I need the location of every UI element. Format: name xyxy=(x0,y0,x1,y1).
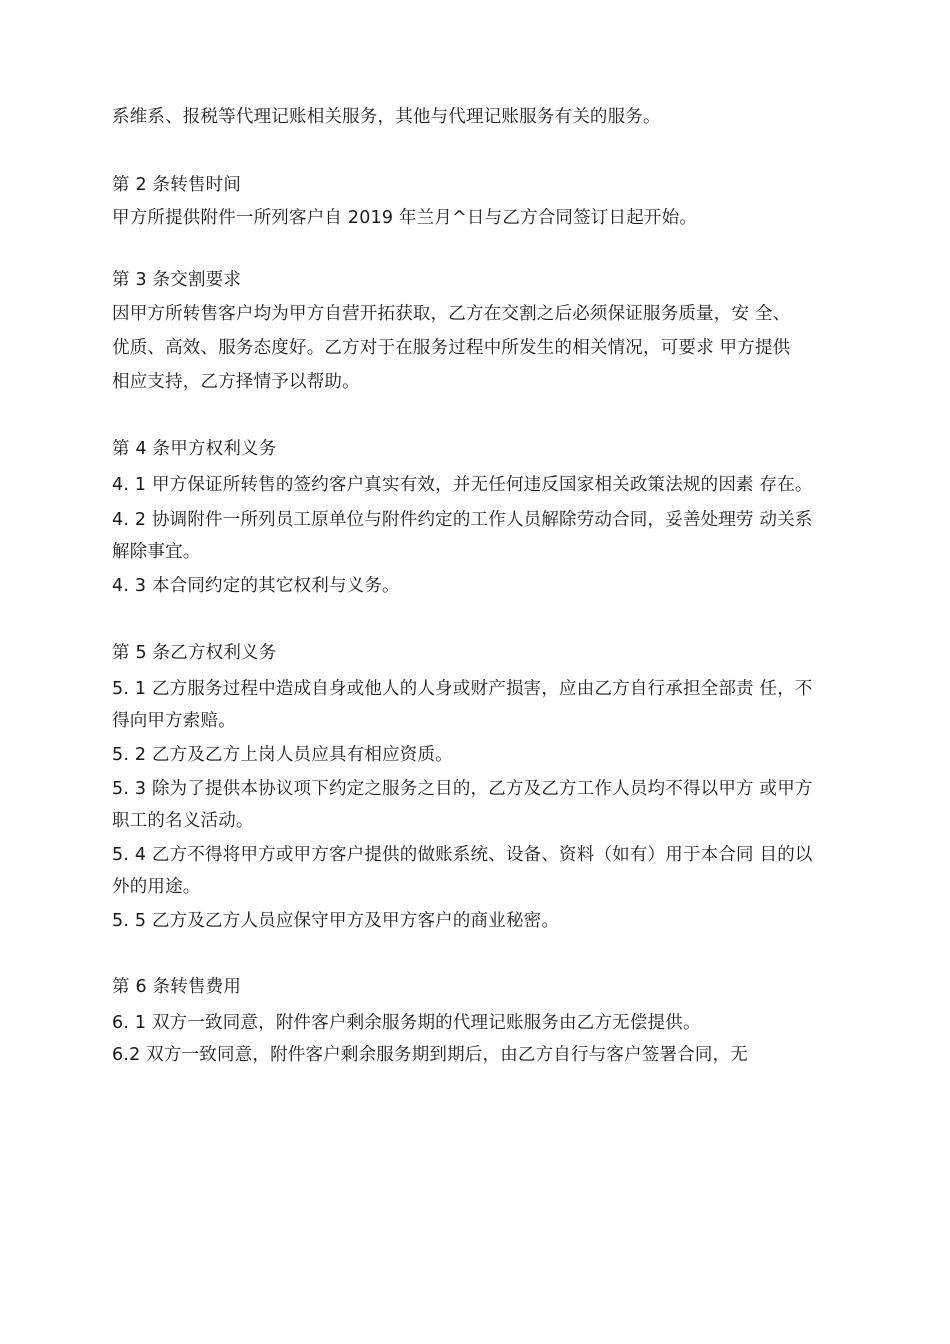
paragraph-line: 优质、高效、服务态度好。乙方对于在服务过程中所发生的相关情况，可要求 甲方提供 xyxy=(112,338,791,358)
paragraph-line: 解除事宜。 xyxy=(112,542,201,562)
paragraph-line: 4. 2 协调附件一所列员工原单位与附件约定的工作人员解除劳动合同，妥善处理劳 动关系 xyxy=(112,510,813,530)
paragraph-line: 甲方所提供附件一所列客户自 2019 年兰月^日与乙方合同签订日起开始。 xyxy=(112,208,698,228)
paragraph-line: 6. 1 双方一致同意，附件客户剩余服务期的代理记账服务由乙方无偿提供。 xyxy=(112,1013,701,1033)
paragraph-line: 相应支持，乙方择情予以帮助。 xyxy=(112,372,360,392)
section-heading: 第 4 条甲方权利义务 xyxy=(112,439,277,459)
intro-line: 系维系、报税等代理记账相关服务，其他与代理记账服务有关的服务。 xyxy=(112,107,661,127)
paragraph-line: 因甲方所转售客户均为甲方自营开拓获取，乙方在交割之后必须保证服务质量，安 全、 xyxy=(112,304,791,324)
paragraph-line: 5. 4 乙方不得将甲方或甲方客户提供的做账系统、设备、资料（如有）用于本合同 目的以 xyxy=(112,845,813,865)
paragraph-line: 职工的名义活动。 xyxy=(112,811,254,831)
paragraph-line: 5. 1 乙方服务过程中造成自身或他人的人身或财产损害，应由乙方自行承担全部责 任，不 xyxy=(112,679,813,699)
section-heading: 第 3 条交割要求 xyxy=(112,270,242,290)
paragraph-line: 5. 2 乙方及乙方上岗人员应具有相应资质。 xyxy=(112,745,453,765)
paragraph-line: 外的用途。 xyxy=(112,877,201,897)
paragraph-line: 4. 3 本合同约定的其它权利与义务。 xyxy=(112,576,400,596)
paragraph-line: 得向甲方索赔。 xyxy=(112,711,236,731)
section-heading: 第 6 条转售费用 xyxy=(112,977,242,997)
paragraph-line: 4. 1 甲方保证所转售的签约客户真实有效，并无任何违反国家相关政策法规的因素 存在。 xyxy=(112,475,813,495)
paragraph-line: 6.2 双方一致同意，附件客户剩余服务期到期后，由乙方自行与客户签署合同，无 xyxy=(112,1045,748,1065)
paragraph-line: 5. 3 除为了提供本协议项下约定之服务之目的，乙方及乙方工作人员均不得以甲方 或甲方 xyxy=(112,779,813,799)
paragraph-line: 5. 5 乙方及乙方人员应保守甲方及甲方客户的商业秘密。 xyxy=(112,911,560,931)
section-heading: 第 2 条转售时间 xyxy=(112,175,242,195)
section-heading: 第 5 条乙方权利义务 xyxy=(112,643,277,663)
